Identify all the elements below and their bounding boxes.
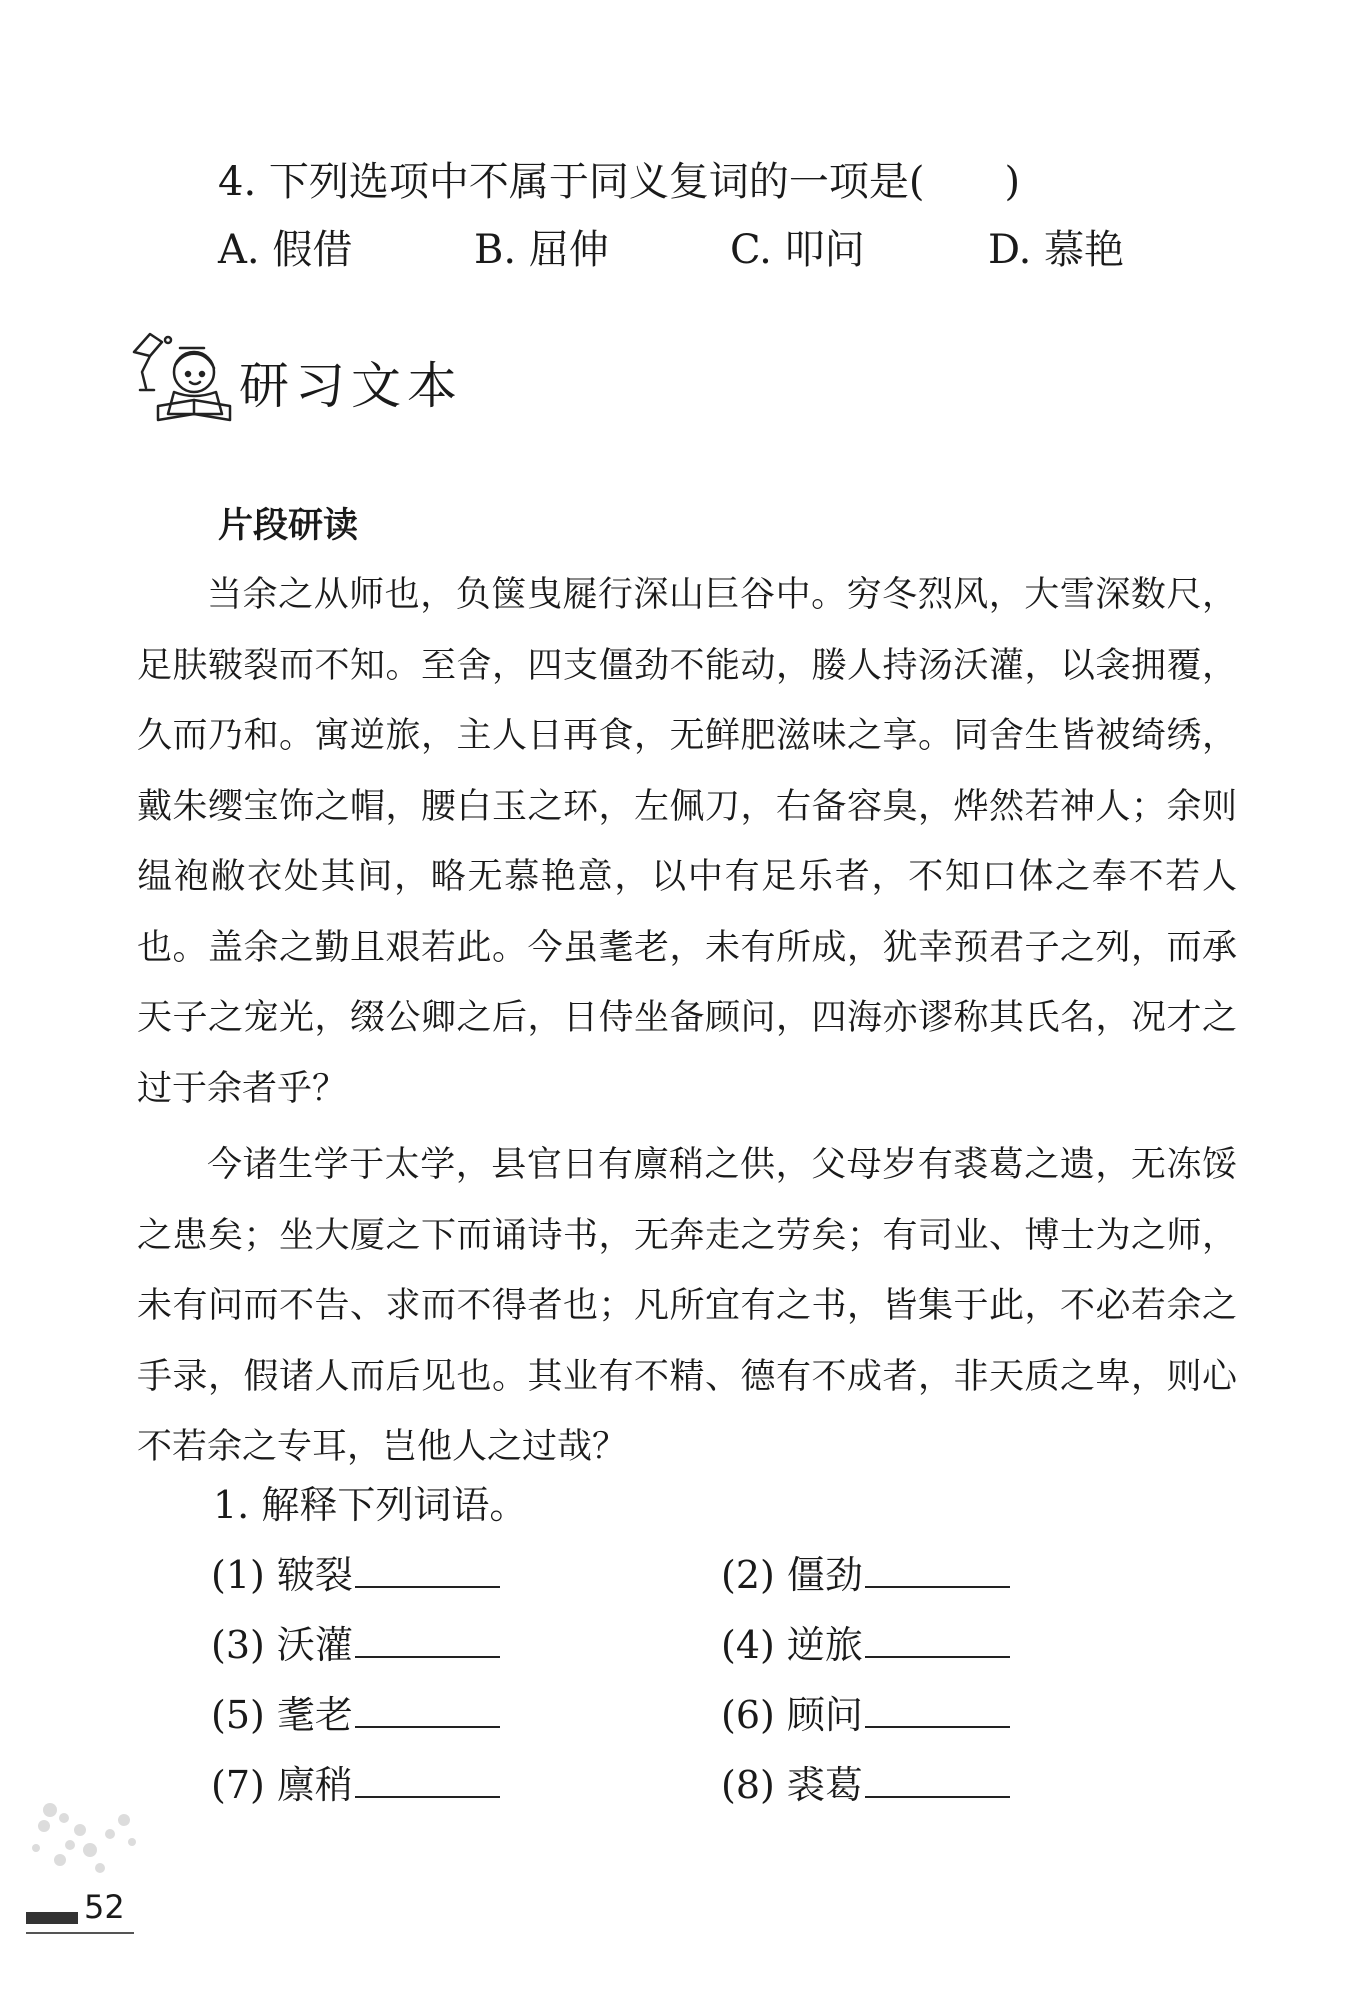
item-number: (7) (211, 1763, 265, 1807)
answer-blank[interactable] (865, 1686, 1010, 1728)
page-number: 52 (84, 1888, 125, 1926)
answer-blank[interactable] (865, 1616, 1010, 1658)
option-a: A. 假借 (218, 227, 353, 273)
vocab-item (721, 1750, 1010, 1820)
question-4-stem: 4. 下列选项中不属于同义复词的一项是( ) (218, 159, 1021, 205)
vocab-item (721, 1680, 1010, 1750)
item-number: (8) (721, 1763, 775, 1807)
item-word: 逆旅 (786, 1623, 863, 1667)
section-title: 研习文本 (239, 357, 463, 415)
footer-bar (26, 1912, 78, 1924)
floral-ornament-icon (20, 1790, 150, 1890)
vocab-item (211, 1750, 500, 1820)
option-b: B. 屈伸 (474, 227, 609, 273)
item-number: (4) (721, 1623, 775, 1667)
answer-blank[interactable] (355, 1616, 500, 1658)
footer-divider (26, 1932, 134, 1934)
item-word: 皲裂 (276, 1553, 353, 1597)
section-header (128, 326, 488, 436)
item-word: 廪稍 (276, 1763, 353, 1807)
vocabulary-list (211, 1540, 1111, 1820)
paragraph-text: 当余之从师也，负箧曳屣行深山巨谷中。穷冬烈风，大雪深数尺，足肤皲裂而不知。至舍，四支僵劲不能动，媵人持汤沃灌，以衾拥覆，久而乃和。寓逆旅，主人日再食，无鲜肥滋味之享。同舍生皆被绮绣，戴朱缨宝饰之帽，腰白玉之环，左佩刀，右备容臭，烨然若神人；余则缊袍敝衣处其间，略无慕艳意，以中有足乐者，不知口体之奉不若人也。盖余之勤且艰若此。今虽耄老，未有所成，犹幸预君子之列，而承天子之宠光，缀公卿之后，日侍坐备顾问，四海亦谬称其氏名，况才之过于余者乎？ (137, 575, 1237, 1109)
vocab-item (721, 1540, 1010, 1610)
vocab-item (211, 1680, 500, 1750)
vocab-item (211, 1540, 500, 1610)
item-word: 僵劲 (786, 1553, 863, 1597)
item-number: (3) (211, 1623, 265, 1667)
question-1-stem: 1. 解释下列词语。 (213, 1483, 528, 1527)
passage-paragraph-2 (137, 1130, 1237, 1483)
vocab-item (721, 1610, 1010, 1680)
item-word: 耄老 (276, 1693, 353, 1737)
question-4-options (218, 214, 1218, 286)
option-d: D. 慕艳 (988, 227, 1125, 273)
item-number: (1) (211, 1553, 265, 1597)
item-number: (2) (721, 1553, 775, 1597)
paragraph-text: 今诸生学于太学，县官日有廪稍之供，父母岁有裘葛之遗，无冻馁之患矣；坐大厦之下而诵诗书，无奔走之劳矣；有司业、博士为之师，未有问而不告、求而不得者也；凡所宜有之书，皆集于此，不必若余之手录，假诸人而后见也。其业有不精、德有不成者，非天质之卑，则心不若余之专耳，岂他人之过哉？ (137, 1145, 1237, 1467)
passage-subtitle: 片段研读 (218, 506, 359, 546)
answer-blank[interactable] (865, 1546, 1010, 1588)
answer-blank[interactable] (355, 1756, 500, 1798)
page-footer (26, 1880, 166, 1950)
answer-blank[interactable] (355, 1546, 500, 1588)
option-c: C. 叩问 (730, 227, 865, 273)
answer-blank[interactable] (865, 1756, 1010, 1798)
item-number: (6) (721, 1693, 775, 1737)
passage-paragraph-1 (137, 560, 1237, 1124)
answer-blank[interactable] (355, 1686, 500, 1728)
vocab-item (211, 1610, 500, 1680)
item-word: 裘葛 (786, 1763, 863, 1807)
item-number: (5) (211, 1693, 265, 1737)
item-word: 沃灌 (276, 1623, 353, 1667)
item-word: 顾问 (786, 1693, 863, 1737)
student-reading-lamp-icon (128, 326, 238, 426)
